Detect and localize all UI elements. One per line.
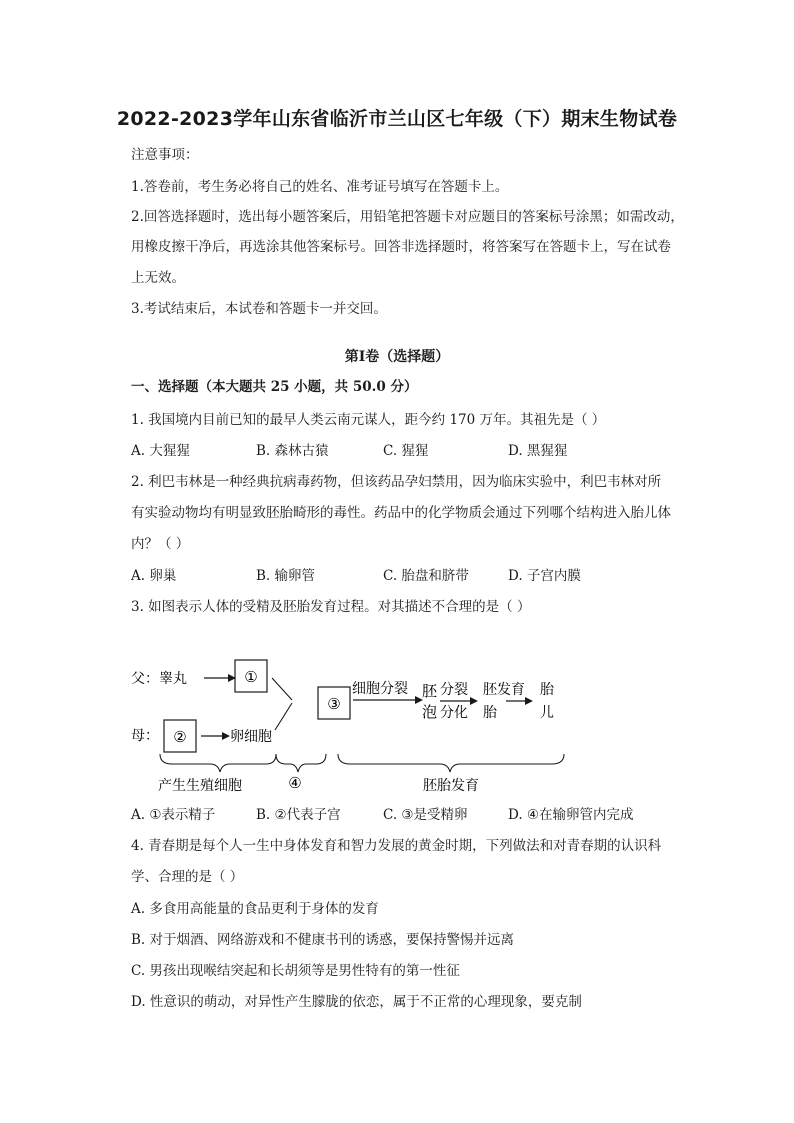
notice-line-2: 2.回答选择题时，选出每小题答案后，用铅笔把答题卡对应题目的答案标号涂黑；如需改动，: [131, 209, 684, 225]
question-1-option-b: B. 森林古猿: [256, 443, 329, 459]
question-2-option-d: D. 子宫内膜: [508, 568, 581, 584]
diagram-box-1-label: ①: [244, 668, 258, 686]
question-3-option-c: C. ③是受精卵: [383, 807, 468, 823]
diagram-brace-embryo-dev: [338, 754, 564, 772]
diagram-father-label: 父：睾丸: [131, 671, 187, 687]
diagram-split-top: 分裂: [440, 682, 468, 698]
question-4-option-a: A. 多食用高能量的食品更利于身体的发育: [131, 901, 379, 917]
diagram-label-gametes: 产生生殖细胞: [158, 778, 242, 794]
question-3-option-a: A. ①表示精子: [131, 807, 216, 823]
diagram-fetal-dev-bottom: 胎: [483, 705, 497, 721]
question-2-stem-line-2: 有实验动物均有明显致胚胎畸形的毒性。药品中的化学物质会通过下列哪个结构进入胎儿体: [131, 505, 671, 521]
question-1-option-a: A. 大猩猩: [131, 443, 190, 459]
notice-line-5: 3.考试结束后，本试卷和答题卡一并交回。: [131, 301, 387, 317]
question-2-option-b: B. 输卵管: [256, 568, 316, 584]
diagram-box-3-label: ③: [327, 695, 341, 713]
question-3-option-b: B. ②代表子宫: [256, 807, 341, 823]
diagram-baby-top: 胎: [540, 682, 554, 698]
diagram-label-4: ④: [288, 774, 302, 792]
diagram-brace-4: [276, 754, 326, 772]
question-2-stem-line-3: 内？（ ）: [131, 536, 190, 552]
notice-line-3: 用橡皮擦干净后，再选涂其他答案标号。回答非选择题时，将答案写在答题卡上，写在试卷: [131, 239, 671, 255]
diagram-mother-label: 母：: [131, 728, 159, 744]
diagram-box-2-label: ②: [173, 728, 187, 746]
question-4-stem-line-1: 4. 青春期是每个人一生中身体发育和智力发展的黄金时期，下列做法和对青春期的认识科: [131, 838, 662, 854]
diagram-baby-bottom: 儿: [540, 705, 554, 721]
diagram-split-bottom: 分化: [440, 705, 468, 721]
section-title: 第Ⅰ卷（选择题）: [344, 349, 450, 365]
question-2-option-a: A. 卵巢: [131, 568, 177, 584]
question-4-option-d: D. 性意识的萌动，对异性产生朦胧的依恋，属于不正常的心理现象，要克制: [131, 994, 582, 1010]
question-4-stem-line-2: 学、合理的是（ ）: [131, 869, 244, 885]
diagram-label-embryo-dev: 胚胎发育: [423, 778, 479, 794]
diagram-fetal-dev-top: 胚发育: [483, 682, 525, 698]
question-4-option-b: B. 对于烟酒、网络游戏和不健康书刊的诱惑，要保持警惕并远离: [131, 932, 515, 948]
notice-line-4: 上无效。: [131, 270, 185, 286]
question-1-option-d: D. 黑猩猩: [508, 443, 568, 459]
question-1-stem: 1. 我国境内目前已知的最早人类云南元谋人，距今约 170 万年。其祖先是（ ）: [131, 412, 606, 428]
question-3-stem: 3. 如图表示人体的受精及胚胎发育过程。对其描述不合理的是（ ）: [131, 599, 531, 615]
question-3-option-d: D. ④在输卵管内完成: [508, 807, 634, 823]
part-title: 一、选择题（本大题共 25 小题，共 50.0 分）: [131, 379, 418, 395]
question-4-option-c: C. 男孩出现喉结突起和长胡须等是男性特有的第一性征: [131, 963, 460, 979]
question-2-option-c: C. 胎盘和脐带: [383, 568, 469, 584]
question-2-stem-line-1: 2. 利巴韦林是一种经典抗病毒药物，但该药品孕妇禁用，因为临床实验中，利巴韦林对所: [131, 474, 662, 490]
diagram-brace-gametes: [160, 754, 276, 772]
question-1-option-c: C. 猩猩: [383, 443, 429, 459]
notice-heading: 注意事项：: [131, 147, 199, 163]
diagram-embryo-top: 胚: [422, 682, 438, 700]
notice-line-1: 1.答卷前，考生务必将自己的姓名、准考证号填写在答题卡上。: [131, 179, 509, 195]
exam-title: 2022-2023学年山东省临沂市兰山区七年级（下）期末生物试卷: [116, 108, 678, 130]
diagram-egg-label: 卵细胞: [230, 729, 272, 745]
fertilization-diagram: [120, 650, 580, 800]
diagram-cell-division-label: 细胞分裂: [352, 681, 408, 697]
diagram-embryo-bottom: 泡: [422, 703, 438, 721]
